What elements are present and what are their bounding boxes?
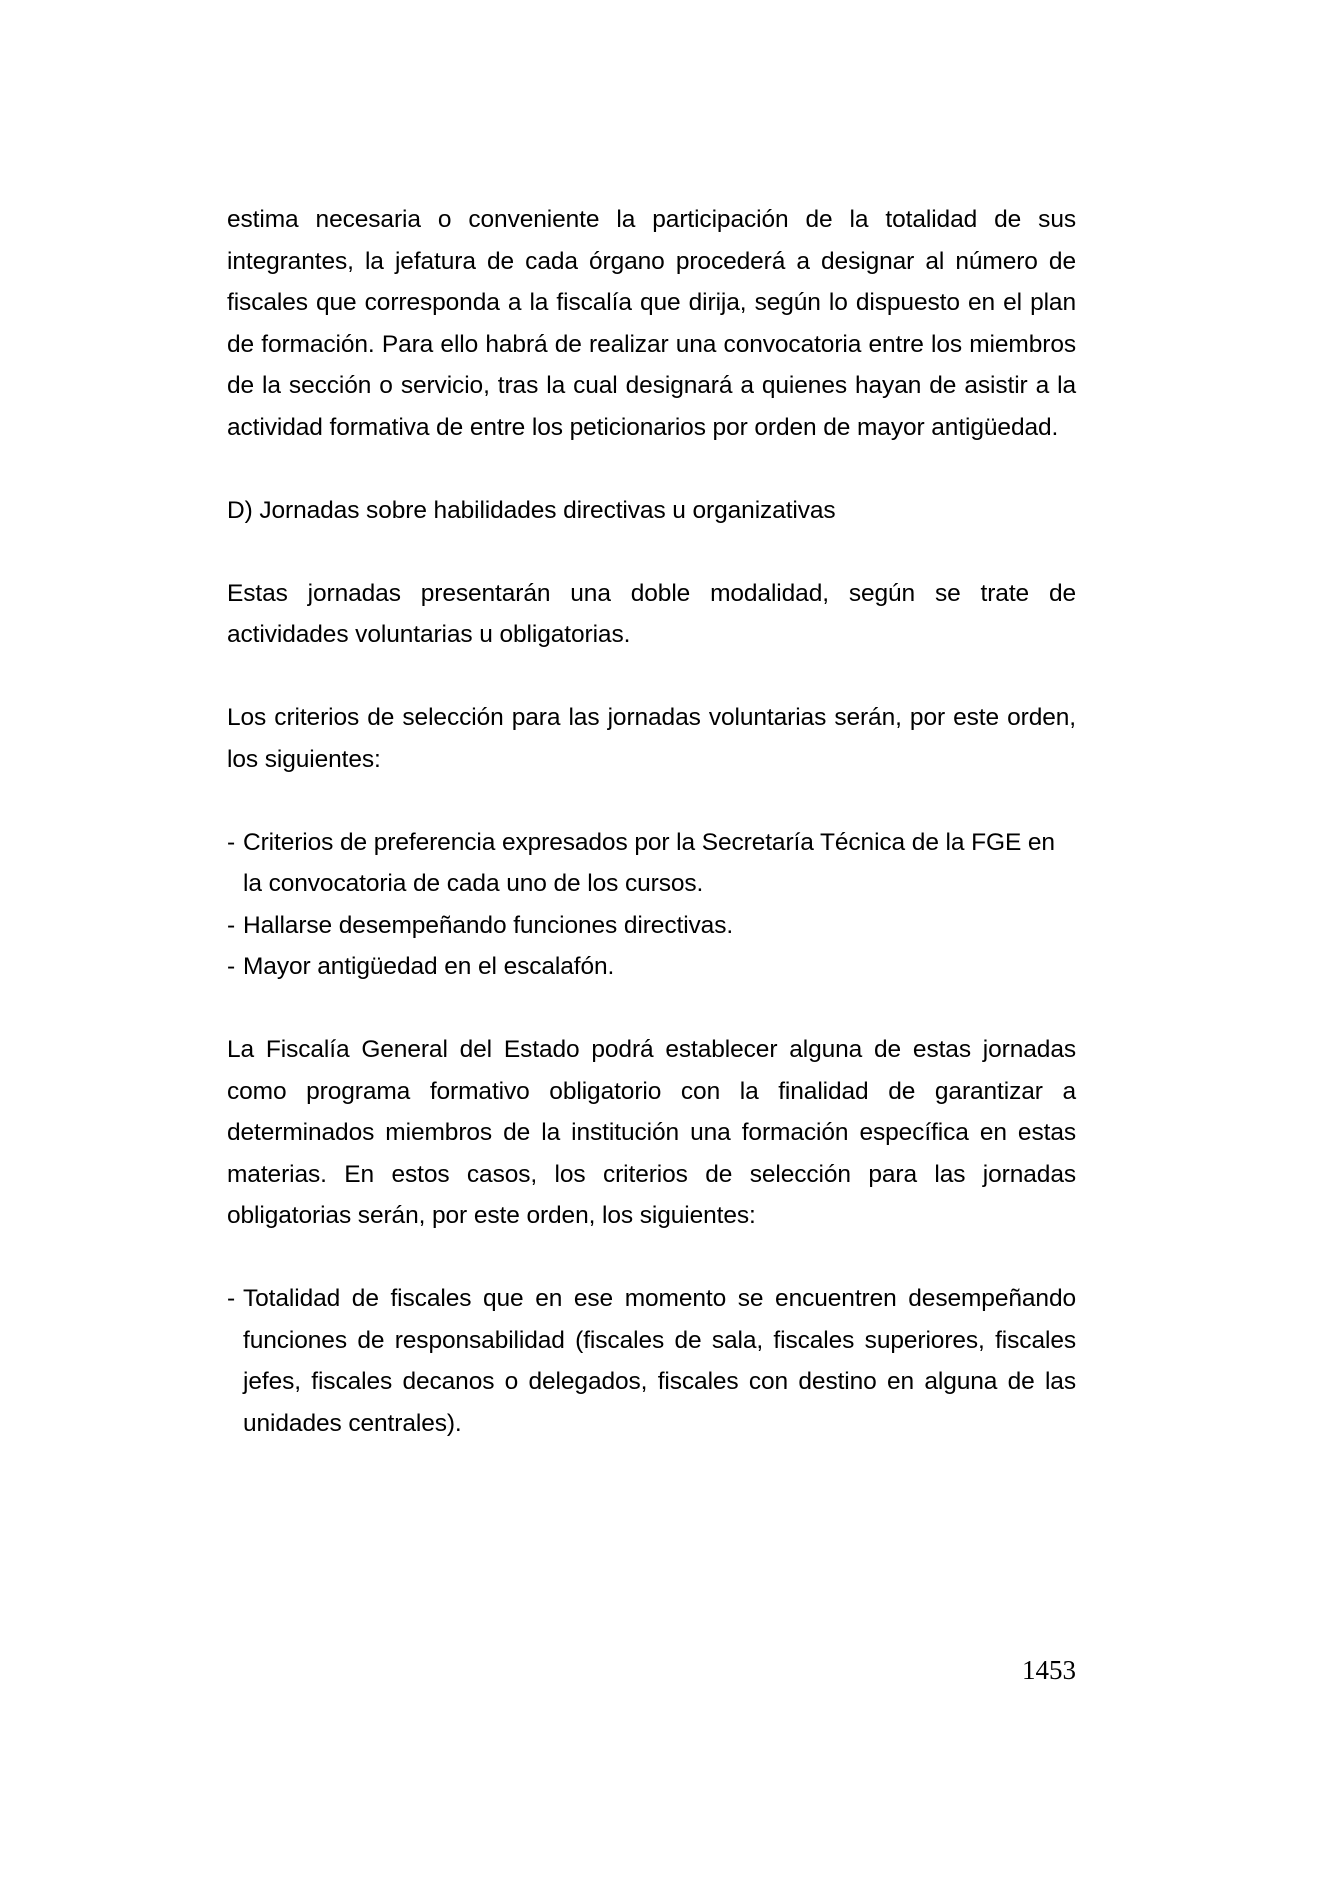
list-item (227, 946, 1076, 988)
paragraph-voluntary-criteria-intro: Los criterios de selección para las jornadas voluntarias serán, por este orden, los siguientes: (227, 704, 1076, 773)
list-marker: - (227, 953, 236, 980)
list-item (227, 905, 1076, 947)
list-item-text: Criterios de preferencia expresados por la Secretaría Técnica de la FGE en la convocatoria de cada uno de los cursos. (243, 828, 1055, 897)
paragraph-modalities: Estas jornadas presentarán una doble modalidad, según se trate de actividades voluntarias u obligatorias. (227, 579, 1076, 648)
list-marker: - (227, 828, 236, 856)
mandatory-criteria-list (227, 1278, 1076, 1444)
list-item-text: Hallarse desempeñando funciones directivas. (243, 911, 734, 939)
list-marker: - (227, 1285, 236, 1312)
paragraph-continuation: estima necesaria o conveniente la participación de la totalidad de sus integrantes, la jefatura de cada órgano procederá a designar al número de fiscales que corresponda a la fiscalía que dirija, según lo dispuesto en el plan de formación. Para ello habrá de realizar una convocatoria entre los miembros de la sección o servicio, tras la cual designará a quienes hayan de asistir a la actividad formativa de entre los peticionarios por orden de mayor antigüedad. (227, 206, 1076, 441)
list-item (227, 822, 1076, 905)
voluntary-criteria-list (227, 822, 1076, 988)
list-item (227, 1278, 1076, 1444)
page-number: 1453 (1022, 1655, 1076, 1685)
list-marker: - (227, 911, 236, 939)
list-item-text: Totalidad de fiscales que en ese momento se encuentren desempeñando funciones de responsabilidad (fiscales de sala, fiscales superiores, fiscales jefes, fiscales decanos o delegados, fiscales con destino en alguna de las unidades centrales). (243, 1285, 1076, 1437)
list-item-text: Mayor antigüedad en el escalafón. (243, 953, 615, 980)
document-body (227, 199, 1076, 1486)
paragraph-mandatory-program: La Fiscalía General del Estado podrá establecer alguna de estas jornadas como programa formativo obligatorio con la finalidad de garantizar a determinados miembros de la institución una formación específica en estas materias. En estos casos, los criterios de selección para las jornadas obligatorias serán, por este orden, los siguientes: (227, 1036, 1076, 1229)
section-heading-d: D) Jornadas sobre habilidades directivas u organizativas (227, 496, 836, 524)
